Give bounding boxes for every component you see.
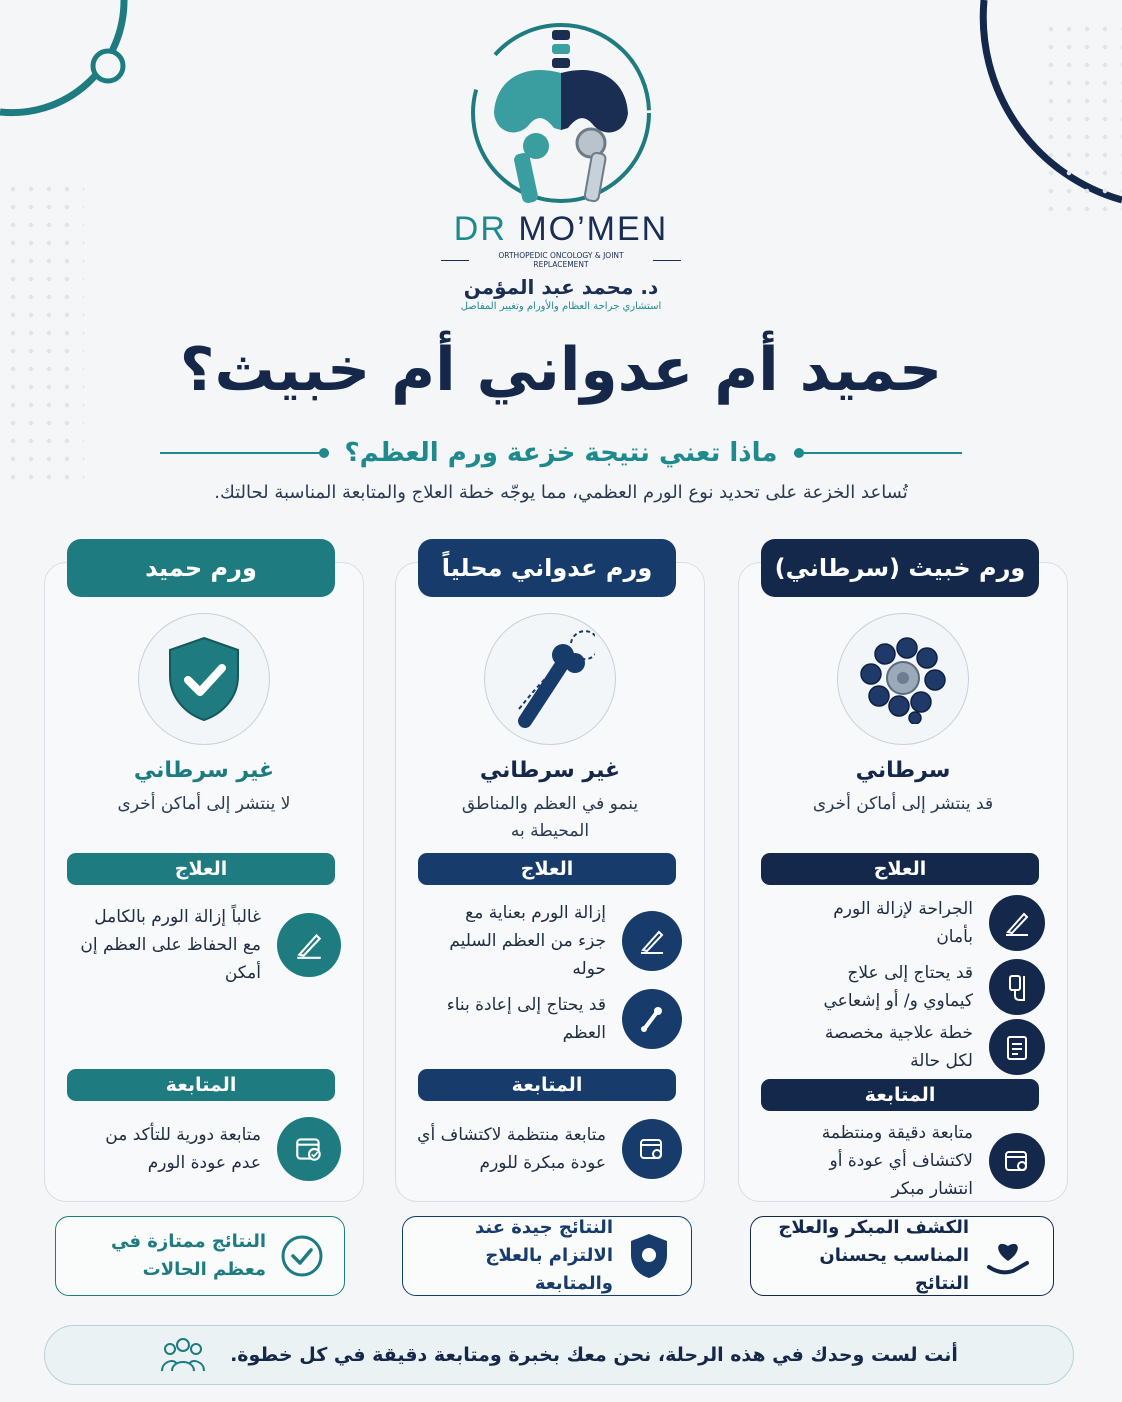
followup-text: متابعة منتظمة لاكتشاف أي عودة مبكرة للورم <box>417 1125 606 1173</box>
footer-text: أنت لست وحدك في هذه الرحلة، نحن معك بخبرة ومتابعة دقيقة في كل خطوة. <box>230 1344 958 1366</box>
followup-bar-aggressive: المتابعة <box>418 1069 676 1101</box>
followup-text: متابعة دقيقة ومنتظمة لاكتشاف أي عودة أو انتشار مبكر <box>821 1123 973 1199</box>
treatment-text: قد يحتاج إلى إعادة بناء العظم <box>446 995 606 1043</box>
column-title-malignant: سرطاني <box>855 758 951 783</box>
calendar-search-icon <box>989 1133 1045 1189</box>
treatment-bar-malignant: العلاج <box>761 853 1039 885</box>
followup-bar-benign: المتابعة <box>67 1069 335 1101</box>
column-desc-malignant: قد ينتشر إلى أماكن أخرى <box>812 794 994 814</box>
clipboard-icon <box>989 1019 1045 1075</box>
treatment-item <box>757 895 1045 951</box>
brand-block <box>441 210 681 312</box>
column-malignant <box>738 554 1068 1202</box>
followup-text: متابعة دورية للتأكد من عدم عودة الورم <box>105 1125 261 1173</box>
result-malignant <box>750 1216 1054 1296</box>
shield-badge-icon <box>627 1231 671 1281</box>
scalpel-icon <box>989 895 1045 951</box>
followup-bar-malignant: المتابعة <box>761 1079 1039 1111</box>
result-text: النتائج جيدة عند الالتزام بالعلاج والمتابعة <box>474 1217 613 1294</box>
footer-banner <box>44 1325 1074 1385</box>
page-title: حميد أم عدواني أم خبيث؟ <box>179 335 943 405</box>
calendar-search-icon <box>622 1119 682 1179</box>
calendar-check-icon <box>277 1117 341 1181</box>
subtitle-row <box>160 433 962 473</box>
treatment-text: قد يحتاج إلى علاج كيماوي و/ أو إشعاعي <box>823 963 973 1011</box>
treatment-text: خطة علاجية مخصصة لكل حالة <box>824 1023 973 1071</box>
treatment-bar-benign: العلاج <box>67 853 335 885</box>
bone-icon <box>484 613 616 745</box>
scalpel-icon <box>277 913 341 977</box>
brand-tagline-row <box>441 251 681 269</box>
column-title-benign: غير سرطاني <box>133 758 275 783</box>
brand-dr: DR <box>453 210 507 248</box>
brand-momen: MO’MEN <box>518 210 669 248</box>
logo <box>441 18 681 212</box>
treatment-bar-aggressive: العلاج <box>418 853 676 885</box>
treatment-item <box>414 899 682 983</box>
brand-name <box>441 210 681 249</box>
subtitle-divider-left <box>160 452 329 454</box>
followup-item <box>414 1119 682 1179</box>
followup-item <box>63 1117 341 1181</box>
result-aggressive <box>402 1216 692 1296</box>
pelvis-logo-icon <box>466 18 656 208</box>
iv-drip-icon <box>989 959 1045 1015</box>
intro-text: تُساعد الخزعة على تحديد نوع الورم العظمي، مما يوجّه خطة العلاج والمتابعة المناسبة لحالتك. <box>214 482 908 503</box>
bone-implant-icon <box>622 989 682 1049</box>
subtitle-divider-right <box>794 452 963 454</box>
scalpel-icon <box>622 911 682 971</box>
treatment-text: الجراحة لإزالة الورم بأمان <box>833 899 973 947</box>
treatment-item <box>757 1019 1045 1075</box>
treatment-item <box>414 989 682 1049</box>
treatment-item <box>63 903 341 987</box>
followup-item <box>757 1119 1045 1203</box>
column-benign <box>44 554 364 1202</box>
corner-arc-top-left <box>0 0 140 130</box>
column-desc-aggressive: ينمو في العظم والمناطق المحيطة به <box>461 794 639 841</box>
doctor-title-arabic: استشاري جراحة العظام والأورام وتغيير المفاصل <box>460 301 662 312</box>
treatment-item <box>757 959 1045 1015</box>
column-header-aggressive: ورم عدواني محلياً <box>418 539 676 597</box>
result-text: الكشف المبكر والعلاج المناسب يحسنان النتائج <box>778 1217 969 1294</box>
result-benign <box>55 1216 345 1296</box>
page-subtitle: ماذا تعني نتيجة خزعة ورم العظم؟ <box>344 438 778 468</box>
cancer-cells-icon <box>837 613 969 745</box>
brand-tagline: ORTHOPEDIC ONCOLOGY & JOINT REPLACEMENT <box>498 251 624 269</box>
result-text: النتائج ممتازة في معظم الحالات <box>111 1231 266 1280</box>
column-title-aggressive: غير سرطاني <box>479 758 621 783</box>
people-group-icon <box>160 1335 206 1375</box>
dot-pattern-right <box>1042 20 1122 220</box>
column-aggressive <box>395 554 705 1202</box>
column-header-benign: ورم حميد <box>67 539 335 597</box>
column-header-malignant: ورم خبيث (سرطاني) <box>761 539 1039 597</box>
doctor-name-arabic: د. محمد عبد المؤمن <box>463 275 659 299</box>
check-circle-icon <box>280 1234 324 1278</box>
shield-check-icon <box>138 613 270 745</box>
dot-pattern-left <box>4 180 84 480</box>
column-desc-benign: لا ينتشر إلى أماكن أخرى <box>117 794 291 814</box>
heart-hand-icon <box>983 1231 1033 1281</box>
treatment-text: غالباً إزالة الورم بالكامل مع الحفاظ على العظم إن أمكن <box>80 907 261 983</box>
treatment-text: إزالة الورم بعناية مع جزء من العظم السليم حوله <box>449 903 606 979</box>
